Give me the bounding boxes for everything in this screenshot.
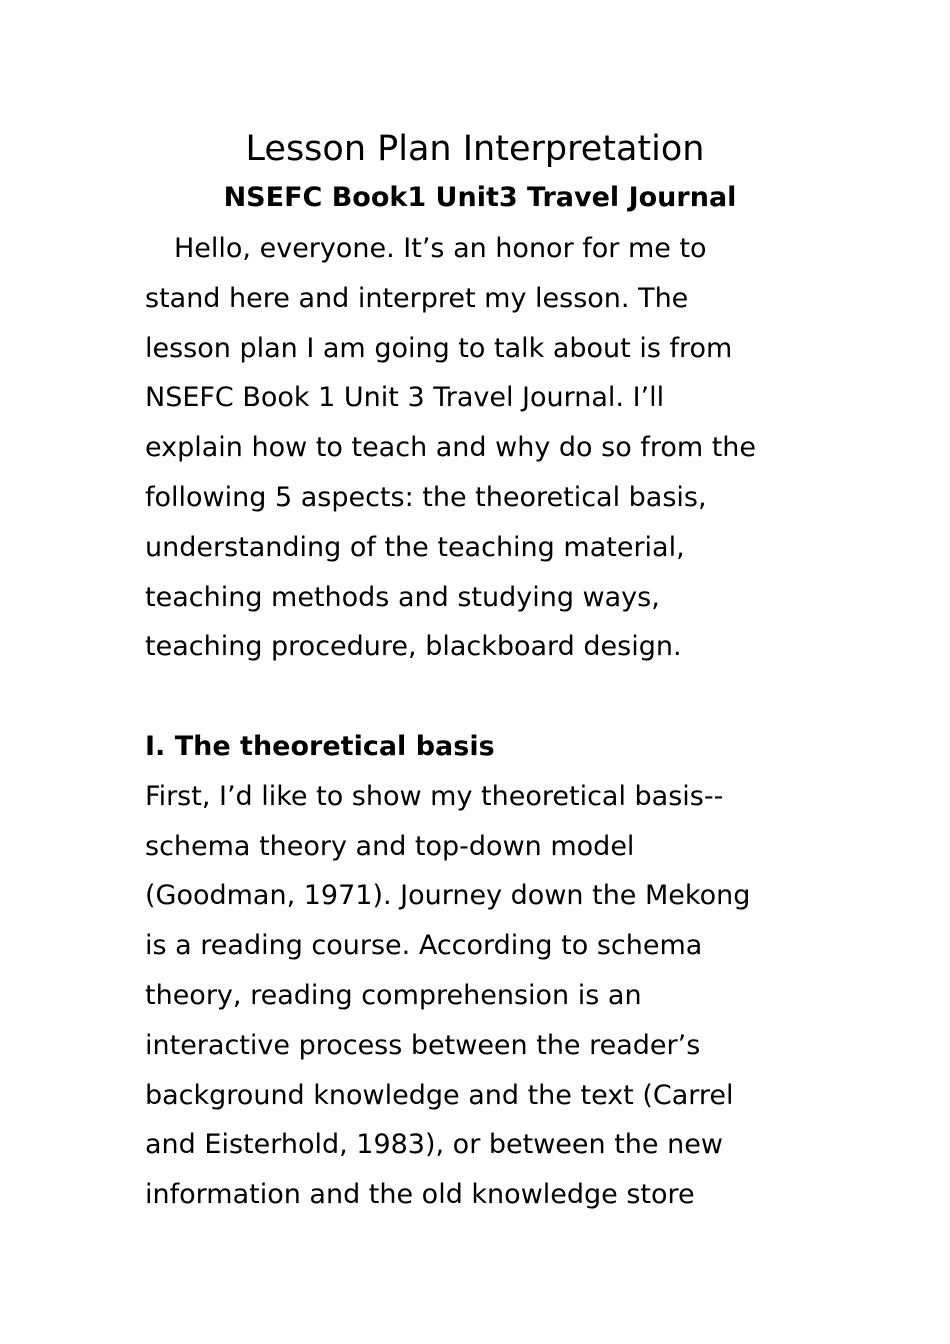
page-title: Lesson Plan Interpretation	[245, 129, 705, 169]
intro-line: Hello, everyone. It’s an honor for me to	[174, 233, 707, 264]
section-heading: I. The theoretical basis	[145, 730, 495, 762]
intro-line: understanding of the teaching material,	[145, 531, 685, 563]
intro-paragraph	[145, 224, 815, 672]
document-body	[145, 224, 815, 1220]
intro-line: stand here and interpret my lesson. The	[145, 282, 689, 314]
section1-line: theory, reading comprehension is an	[145, 979, 642, 1011]
intro-line: teaching methods and studying ways,	[145, 581, 660, 613]
section1-line: schema theory and top-down model	[145, 830, 635, 862]
intro-line: lesson plan I am going to talk about is from	[145, 332, 733, 364]
intro-line: NSEFC Book 1 Unit 3 Travel Journal. I’ll	[145, 382, 665, 414]
section1-line: and Eisterhold, 1983), or between the new	[145, 1129, 723, 1161]
intro-line: following 5 aspects: the theoretical basis,	[145, 481, 707, 513]
section1-paragraph	[145, 772, 815, 1220]
section1-line: interactive process between the reader’s	[145, 1029, 701, 1061]
section1-line: is a reading course. According to schema	[145, 930, 703, 962]
intro-line: explain how to teach and why do so from the	[145, 432, 757, 464]
section1-line: First, I’d like to show my theoretical basis--	[145, 780, 724, 812]
paragraph-spacer	[145, 672, 815, 722]
section1-line: information and the old knowledge store	[145, 1179, 695, 1211]
page-subtitle: NSEFC Book1 Unit3 Travel Journal	[223, 182, 737, 213]
section1-line: background knowledge and the text (Carrel	[145, 1079, 734, 1111]
section1-line: (Goodman, 1971). Journey down the Mekong	[145, 880, 751, 912]
intro-line: teaching procedure, blackboard design.	[145, 631, 682, 663]
